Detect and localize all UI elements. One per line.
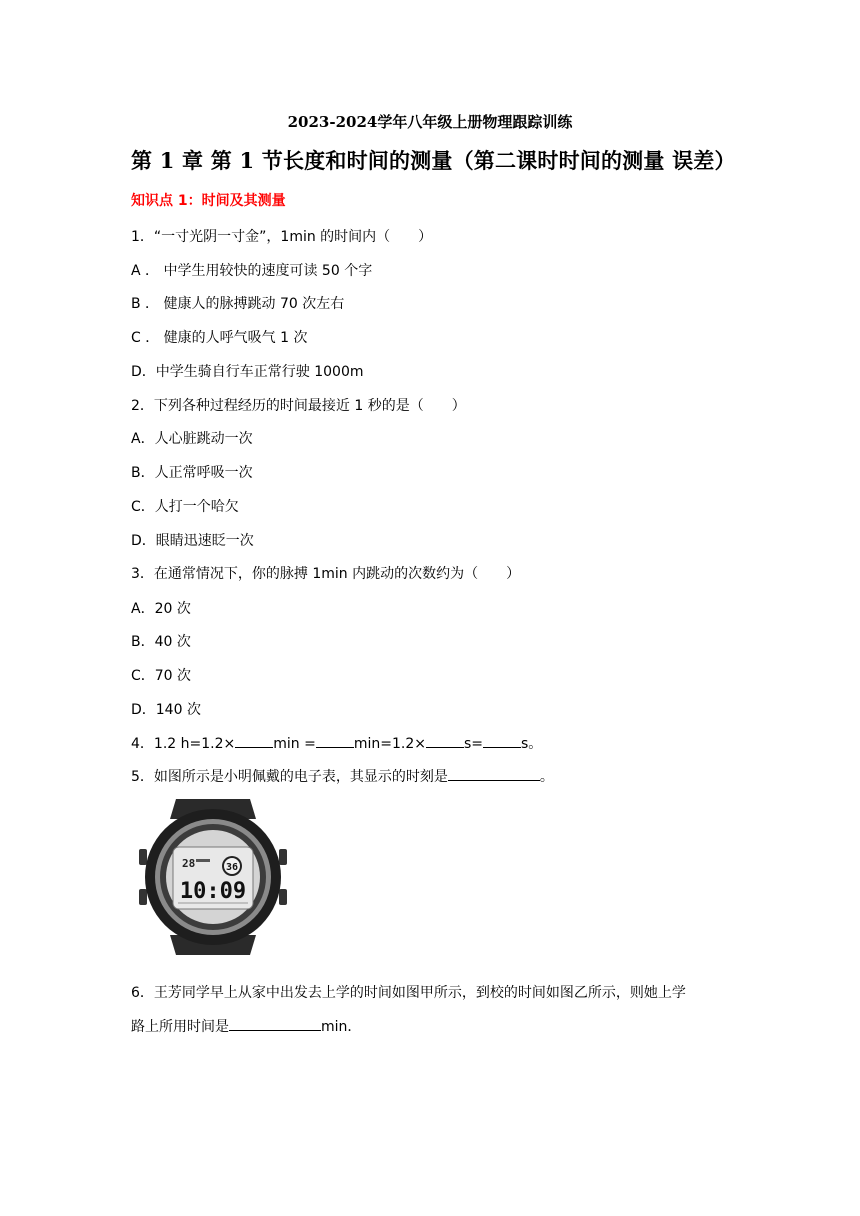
question-4-part-4: s= bbox=[463, 736, 483, 752]
answer-blank[interactable] bbox=[448, 766, 540, 781]
answer-blank[interactable] bbox=[426, 733, 464, 748]
question-2-option-c: C．人打一个哈欠 bbox=[131, 499, 239, 515]
answer-blank[interactable] bbox=[235, 733, 273, 748]
question-3-option-a: A．20 次 bbox=[131, 601, 191, 617]
section-heading: 知识点 1：时间及其测量 bbox=[131, 193, 286, 209]
worksheet-subtitle: 2023-2024学年八年级上册物理跟踪训练 bbox=[287, 113, 573, 131]
answer-blank[interactable] bbox=[316, 733, 354, 748]
question-1-option-a: A ． 中学生用较快的速度可读 50 个字 bbox=[131, 263, 373, 279]
question-4-part-5: s。 bbox=[521, 736, 543, 752]
question-1-stem: 1．“一寸光阴一寸金”，1min 的时间内（ ） bbox=[131, 229, 433, 245]
question-2-option-a: A．人心脏跳动一次 bbox=[131, 431, 253, 447]
question-6-line-1: 6．王芳同学早上从家中出发去上学的时间如图甲所示，到校的时间如图乙所示，则她上学 bbox=[131, 985, 686, 1001]
question-4 bbox=[131, 733, 542, 753]
question-6-line-2 bbox=[131, 1016, 361, 1036]
question-4-part-3: min=1.2× bbox=[353, 736, 426, 752]
question-4-part-1: 4．1.2 h=1.2× bbox=[131, 736, 236, 752]
watch-time: 10:09 bbox=[179, 879, 247, 904]
question-1-option-c: C ． 健康的人呼气吸气 1 次 bbox=[131, 330, 308, 346]
chapter-title: 第 1 章 第 1 节长度和时间的测量（第二课时时间的测量 误差） bbox=[131, 148, 736, 173]
answer-blank[interactable] bbox=[229, 1016, 321, 1031]
question-2-stem: 2．下列各种过程经历的时间最接近 1 秒的是（ ） bbox=[131, 398, 466, 414]
watch-date: 28 bbox=[182, 857, 196, 870]
question-4-part-2: min = bbox=[273, 736, 316, 752]
question-2-option-b: B．人正常呼吸一次 bbox=[131, 465, 253, 481]
question-6-unit: min． bbox=[321, 1019, 362, 1035]
question-3-stem: 3．在通常情况下，你的脉搏 1min 内跳动的次数约为（ ） bbox=[131, 566, 521, 582]
watch-seconds: 36 bbox=[225, 862, 239, 873]
question-1-option-d: D．中学生骑自行车正常行驶 1000m bbox=[131, 364, 364, 380]
question-1-option-b: B ． 健康人的脉搏跳动 70 次左右 bbox=[131, 296, 345, 312]
question-3-option-d: D．140 次 bbox=[131, 702, 201, 718]
question-5-stem bbox=[131, 766, 554, 786]
question-5-text: 5．如图所示是小明佩戴的电子表，其显示的时刻是 bbox=[131, 769, 448, 785]
question-5-end: 。 bbox=[539, 769, 554, 785]
question-3-option-b: B．40 次 bbox=[131, 634, 191, 650]
question-2-option-d: D．眼睛迅速眨一次 bbox=[131, 533, 254, 549]
question-3-option-c: C．70 次 bbox=[131, 668, 192, 684]
question-6-text: 路上所用时间是 bbox=[131, 1019, 229, 1035]
digital-watch-image bbox=[138, 797, 288, 957]
answer-blank[interactable] bbox=[483, 733, 521, 748]
